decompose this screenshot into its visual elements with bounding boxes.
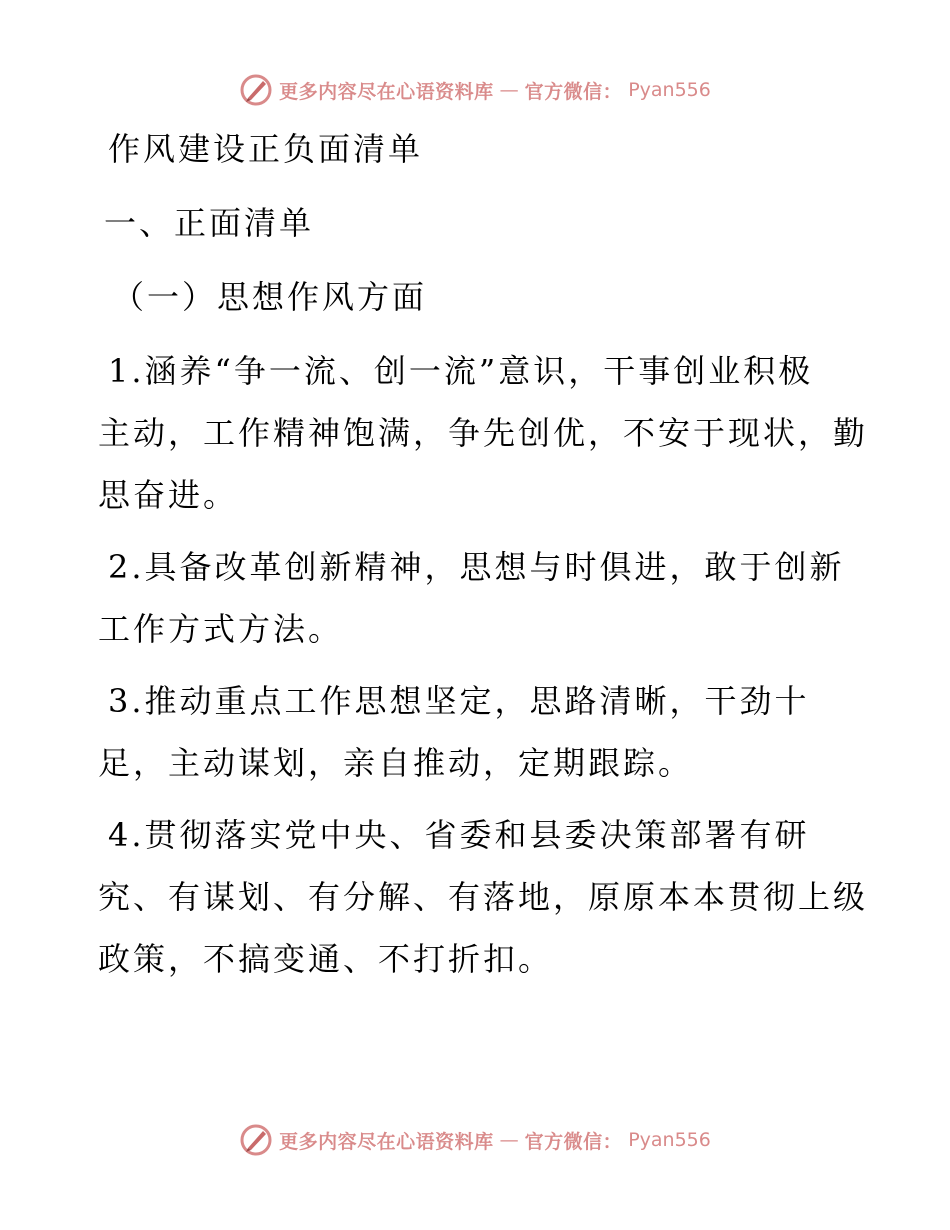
paragraph-line: 3.推动重点工作思想坚定，思路清晰，干劲十 xyxy=(108,682,810,720)
paragraph-line: 工作方式方法。 xyxy=(98,610,344,648)
list-item xyxy=(98,670,858,794)
quill-logo-icon xyxy=(239,73,273,107)
watermark-contact-id: Pyan556 xyxy=(628,79,711,101)
watermark-separator: — xyxy=(499,1129,519,1151)
watermark-brand: 更多内容尽在心语资料库 xyxy=(279,1130,494,1153)
paragraph-line: 政策，不搞变通、不打折扣。 xyxy=(98,940,554,978)
watermark-header xyxy=(0,70,950,110)
paragraph-line: 1.涵养“争一流、创一流”意识，干事创业积极 xyxy=(108,352,814,390)
list-item xyxy=(98,340,869,526)
watermark-contact-label: 官方微信： xyxy=(524,80,623,103)
watermark-contact-id: Pyan556 xyxy=(628,1129,711,1151)
document-title: 作风建设正负面清单 xyxy=(108,130,424,168)
paragraph-line: 主动，工作精神饱满，争先创优，不安于现状，勤 xyxy=(98,414,869,452)
watermark-brand: 更多内容尽在心语资料库 xyxy=(279,80,494,103)
watermark-footer xyxy=(0,1120,950,1160)
list-item xyxy=(98,804,869,990)
paragraph-line: 4.贯彻落实党中央、省委和县委决策部署有研 xyxy=(108,816,810,854)
watermark-contact-label: 官方微信： xyxy=(524,1130,623,1153)
section-heading: 一、正面清单 xyxy=(104,204,315,242)
document-body xyxy=(98,118,869,1000)
list-item xyxy=(98,536,858,660)
watermark-separator: — xyxy=(499,79,519,101)
paragraph-line: 思奋进。 xyxy=(98,476,239,514)
paragraph-line: 2.具备改革创新精神，思想与时俱进，敢于创新 xyxy=(108,548,845,586)
paragraph-line: 究、有谋划、有分解、有落地，原原本本贯彻上级 xyxy=(98,878,869,916)
subsection-heading: （一）思想作风方面 xyxy=(112,278,428,316)
paragraph-line: 足，主动谋划，亲自推动，定期跟踪。 xyxy=(98,744,694,782)
quill-logo-icon xyxy=(239,1123,273,1157)
